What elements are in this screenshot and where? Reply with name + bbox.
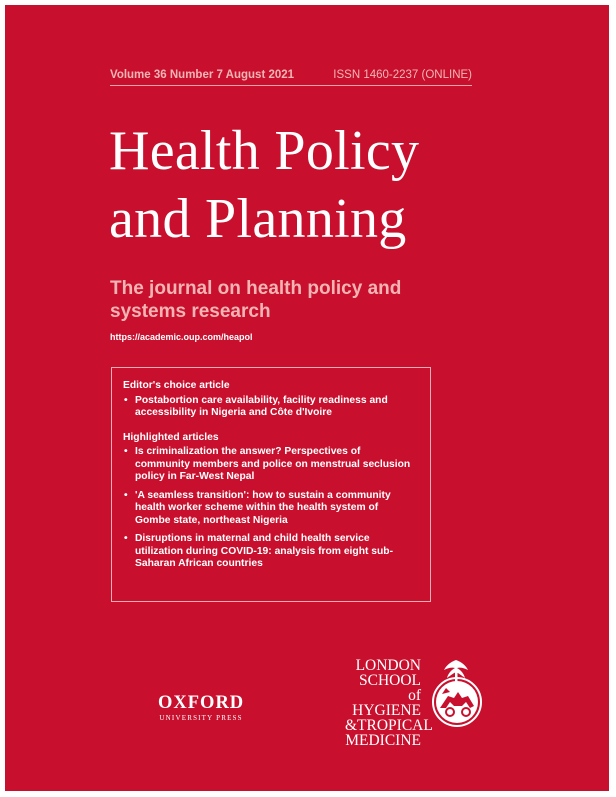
lshtm-line: &TROPICAL: [345, 717, 433, 734]
contents-box: [111, 367, 431, 602]
journal-title: [109, 117, 529, 253]
oxford-logo-sub: UNIVERSITY PRESS: [159, 714, 243, 722]
bullet-icon: •: [124, 446, 128, 457]
bullet-icon: •: [124, 394, 128, 406]
subtitle-line-1: The journal on health policy and: [110, 278, 402, 299]
journal-subtitle: [110, 277, 470, 323]
issue-line: [110, 67, 472, 83]
highlighted-list: [123, 446, 416, 571]
list-item: [123, 446, 416, 484]
list-item: [123, 395, 416, 420]
lshtm-line: LONDON: [355, 657, 421, 674]
journal-url[interactable]: https://academic.oup.com/heapol: [110, 332, 253, 342]
lshtm-line: SCHOOL of: [358, 672, 421, 704]
editors-choice-heading: Editor's choice article: [123, 380, 230, 391]
editors-choice-list: [123, 395, 416, 420]
bullet-icon: •: [124, 489, 128, 501]
list-item: [123, 490, 416, 528]
oxford-logo: [158, 693, 244, 722]
header-rule: [110, 85, 472, 86]
lshtm-line: HYGIENE: [352, 702, 421, 719]
article-title: 'A seamless transition': how to sustain a community health worker scheme within the health system of Gombe state, northeast Nigeria: [135, 489, 391, 526]
issue-info: Volume 36 Number 7 August 2021: [110, 69, 295, 81]
journal-title-line-1: Health Policy: [109, 120, 420, 182]
list-item: [123, 533, 416, 571]
bullet-icon: •: [124, 533, 128, 544]
highlighted-heading: Highlighted articles: [123, 431, 219, 443]
journal-title-line-2: and Planning: [109, 188, 407, 250]
journal-cover: [5, 5, 609, 791]
oxford-logo-name: OXFORD: [158, 693, 245, 713]
article-title: Disruptions in maternal and child health service utilization during COVID-19: analysis from eight sub-Saharan African countries: [135, 533, 394, 569]
subtitle-line-2: systems research: [110, 301, 271, 322]
lshtm-line: MEDICINE: [345, 732, 421, 749]
lshtm-crest-icon: [424, 656, 488, 728]
lshtm-logo-text: [345, 657, 433, 749]
article-title: Is criminalization the answer? Perspectives of community members and police on menstrual seclusion policy in Far-West Nepal: [135, 446, 411, 482]
issn: ISSN 1460-2237 (ONLINE): [333, 69, 472, 81]
article-title: Postabortion care availability, facility readiness and accessibility in Nigeria and Côte d'Ivoire: [135, 394, 388, 418]
